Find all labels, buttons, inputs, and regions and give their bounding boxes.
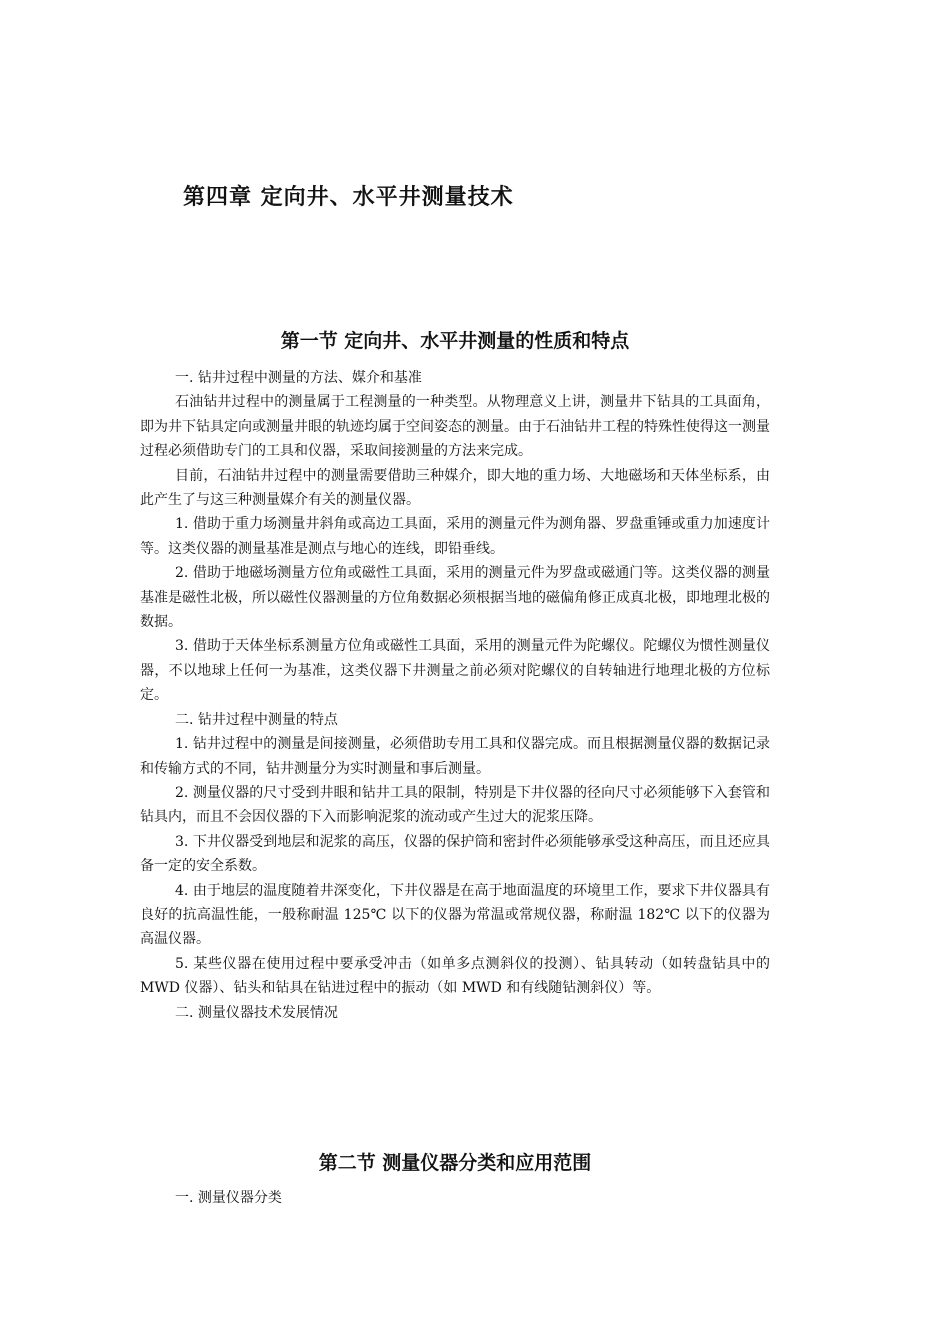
subheading-characteristics: 二. 钻井过程中测量的特点	[175, 711, 338, 728]
section-2-title: 第二节 测量仪器分类和应用范围	[318, 1152, 592, 1174]
paragraph: 石油钻井过程中的测量属于工程测量的一种类型。从物理意义上讲，测量井下钻具的工具面角，即为井下钻具定向或测量井眼的轨迹均属于空间姿态的测量。由于石油钻井工程的特殊性使得这一测量过程必须借助专门的工具和仪器，采取间接测量的方法来完成。	[140, 394, 770, 460]
paragraph: 3. 借助于天体坐标系测量方位角或磁性工具面，采用的测量元件为陀螺仪。陀螺仪为惯性测量仪器，不以地球上任何一为基准，这类仪器下井测量之前必须对陀螺仪的自转轴进行地理北极的方位标定。	[140, 638, 770, 704]
paragraph: 4. 由于地层的温度随着井深变化，下井仪器是在高于地面温度的环境里工作，要求下井仪器具有良好的抗高温性能，一般称耐温 125℃ 以下的仪器为常温或常规仪器，称耐温 182℃ 以下的仪器为高温仪器。	[140, 882, 770, 948]
paragraph: 目前，石油钻井过程中的测量需要借助三种媒介，即大地的重力场、大地磁场和天体坐标系，由此产生了与这三种测量媒介有关的测量仪器。	[140, 467, 770, 509]
subheading-development: 二. 测量仪器技术发展情况	[175, 1004, 338, 1021]
section-1-title: 第一节 定向井、水平井测量的性质和特点	[280, 330, 630, 352]
chapter-title: 第四章 定向井、水平井测量技术	[183, 185, 514, 210]
subheading-classification: 一. 测量仪器分类	[175, 1190, 282, 1206]
section-1-body	[140, 366, 770, 1025]
paragraph: 2. 借助于地磁场测量方位角或磁性工具面，采用的测量元件为罗盘或磁通门等。这类仪器的测量基准是磁性北极，所以磁性仪器测量的方位角数据必须根据当地的磁偏角修正成真北极，即地理北极的数据。	[140, 565, 770, 631]
paragraph: 1. 借助于重力场测量井斜角或高边工具面，采用的测量元件为测角器、罗盘重锤或重力加速度计等。这类仪器的测量基准是测点与地心的连线，即铅垂线。	[140, 516, 770, 557]
paragraph: 5. 某些仪器在使用过程中要承受冲击（如单多点测斜仪的投测）、钻具转动（如转盘钻具中的 MWD 仪器）、钻头和钻具在钻进过程中的振动（如 MWD 和有线随钻测斜仪）等。	[140, 955, 770, 997]
paragraph: 3. 下井仪器受到地层和泥浆的高压，仪器的保护筒和密封件必须能够承受这种高压，而且还应具备一定的安全系数。	[140, 833, 770, 875]
paragraph: 1. 钻井过程中的测量是间接测量，必须借助专用工具和仪器完成。而且根据测量仪器的数据记录和传输方式的不同，钻井测量分为实时测量和事后测量。	[140, 736, 770, 777]
subheading-methods: 一. 钻井过程中测量的方法、媒介和基准	[175, 370, 422, 386]
paragraph: 2. 测量仪器的尺寸受到井眼和钻井工具的限制，特别是下井仪器的径向尺寸必须能够下入套管和钻具内，而且不会因仪器的下入而影响泥浆的流动或产生过大的泥浆压降。	[140, 784, 770, 826]
section-2-body	[140, 1186, 770, 1210]
